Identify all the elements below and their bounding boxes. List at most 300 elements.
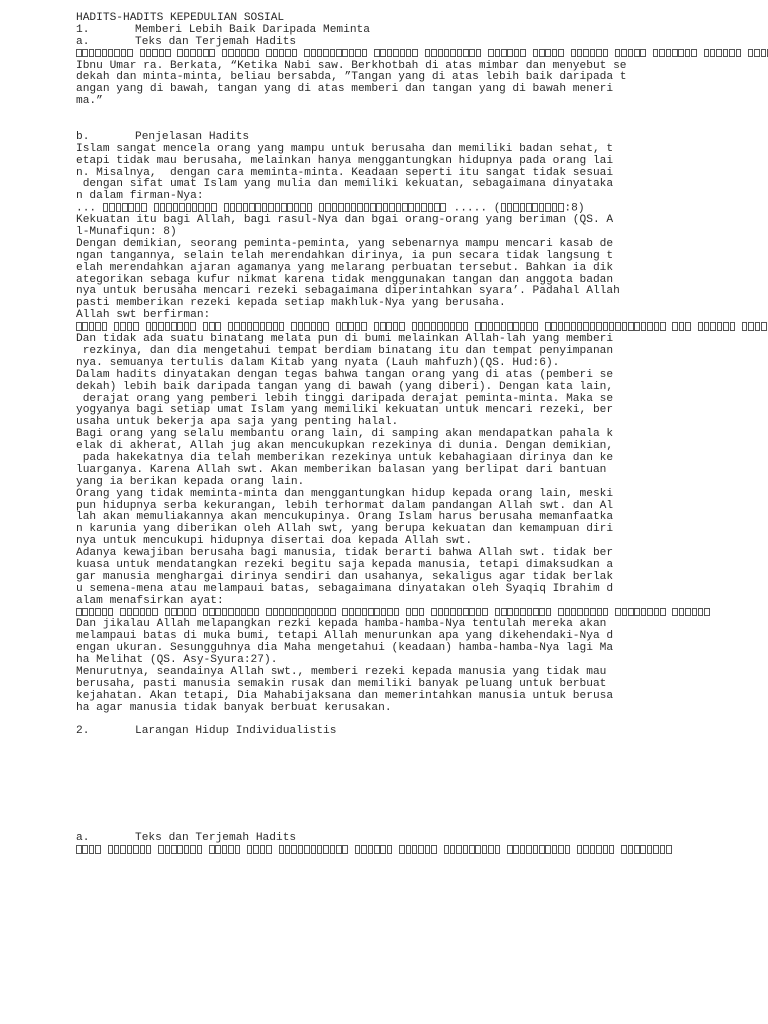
missing-glyph-box [729, 49, 735, 58]
missing-glyph-box [230, 203, 236, 212]
missing-glyph-box [222, 608, 228, 617]
missing-glyph-box [234, 322, 240, 331]
missing-glyph-box [317, 49, 323, 58]
text-line: usaha untuk bekerja apa saja yang penting halal. [76, 416, 399, 429]
missing-glyph-box [190, 49, 196, 58]
missing-glyph-box [469, 49, 475, 58]
missing-glyph-box [520, 49, 526, 58]
missing-glyph-box [406, 845, 412, 854]
text-line: ha agar manusia tidak banyak berbuat kerusakan. [76, 701, 392, 714]
missing-glyph-box [160, 203, 166, 212]
missing-glyph-box [622, 322, 628, 331]
missing-glyph-box [389, 203, 395, 212]
missing-glyph-box [362, 608, 368, 617]
missing-glyph-box [431, 845, 437, 854]
missing-glyph-box [545, 49, 551, 58]
missing-glyph-box [533, 608, 539, 617]
missing-glyph-box [260, 322, 266, 331]
missing-glyph-box [552, 49, 558, 58]
missing-glyph-box [402, 203, 408, 212]
verse-reference: :8) [564, 202, 585, 215]
missing-glyph-box [621, 845, 627, 854]
missing-glyph-box [564, 322, 570, 331]
missing-glyph-box [571, 322, 577, 331]
missing-glyph-box [184, 322, 190, 331]
missing-glyph-box [558, 845, 564, 854]
missing-glyph-box [476, 608, 482, 617]
missing-glyph-box [368, 608, 374, 617]
missing-glyph-box [342, 322, 348, 331]
missing-glyph-box [679, 322, 685, 331]
blank-line [76, 738, 768, 750]
missing-glyph-box [456, 322, 462, 331]
missing-glyph-box [146, 322, 152, 331]
missing-glyph-box [660, 322, 666, 331]
missing-glyph-box [146, 608, 152, 617]
missing-glyph-box [434, 203, 440, 212]
missing-glyph-box [641, 608, 647, 617]
missing-glyph-box [209, 49, 215, 58]
missing-glyph-box [351, 203, 357, 212]
missing-glyph-box [412, 845, 418, 854]
missing-glyph-box [415, 203, 421, 212]
missing-glyph-box [127, 845, 133, 854]
missing-glyph-box [241, 49, 247, 58]
missing-glyph-box [285, 608, 291, 617]
missing-glyph-box [577, 322, 583, 331]
missing-glyph-box [558, 49, 564, 58]
missing-glyph-box [748, 322, 754, 331]
missing-glyph-box [254, 49, 260, 58]
missing-glyph-box [590, 608, 596, 617]
missing-glyph-box [215, 608, 221, 617]
missing-glyph-box [198, 203, 204, 212]
missing-glyph-box [141, 203, 147, 212]
missing-glyph-box [685, 49, 691, 58]
blank-line [76, 798, 768, 810]
missing-glyph-box [304, 49, 310, 58]
missing-glyph-box [438, 49, 444, 58]
text-line: berusaha, pasti manusia semakin rusak dan memiliki banyak peluang untuk berbuat [76, 677, 607, 690]
section-1b-heading [76, 132, 768, 144]
missing-glyph-box [545, 322, 551, 331]
text-line: kejahatan. Akan tetapi, Dia Mahabijaksana dan memerintahkan manusia untuk berusa [76, 689, 614, 702]
missing-glyph-box [583, 322, 589, 331]
missing-glyph-box [730, 322, 736, 331]
missing-glyph-box [330, 845, 336, 854]
missing-glyph-box [215, 845, 221, 854]
missing-glyph-box [345, 203, 351, 212]
missing-glyph-box [520, 845, 526, 854]
text-line: pun hidupnya serba kekurangan, lebih terhormat dalam pandangan Allah swt. dan Al [76, 499, 614, 512]
missing-glyph-box [628, 49, 634, 58]
text-line: Bagi orang yang selalu membantu orang lain, di samping akan mendapatkan pahala k [76, 428, 614, 441]
missing-glyph-box [482, 608, 488, 617]
missing-glyph-box [102, 322, 108, 331]
missing-glyph-box [513, 322, 519, 331]
missing-glyph-box [103, 203, 109, 212]
missing-glyph-box [114, 845, 120, 854]
missing-glyph-box [615, 322, 621, 331]
missing-glyph-box [450, 322, 456, 331]
missing-glyph-box [596, 322, 602, 331]
missing-glyph-box [717, 322, 723, 331]
missing-glyph-box [158, 845, 164, 854]
missing-glyph-box [76, 845, 82, 854]
text-line: ma.” [76, 95, 103, 108]
section-1-title: Memberi Lebih Baik Daripada Meminta [135, 23, 370, 36]
missing-glyph-box [338, 203, 344, 212]
missing-glyph-box [95, 845, 101, 854]
missing-glyph-box [660, 608, 666, 617]
missing-glyph-box [152, 608, 158, 617]
missing-glyph-box [672, 322, 678, 331]
missing-glyph-box [304, 322, 310, 331]
arabic-surah-name [501, 203, 565, 215]
missing-glyph-box [698, 608, 704, 617]
missing-glyph-box [457, 608, 463, 617]
section-2-heading [76, 726, 768, 738]
verse-suffix: ..... ( [446, 202, 501, 215]
missing-glyph-box [209, 322, 215, 331]
missing-glyph-box [501, 608, 507, 617]
text-line: Dengan demikian, seorang peminta-peminta, yang sebenarnya mampu mencari kasab de [76, 237, 614, 250]
missing-glyph-box [114, 322, 120, 331]
missing-glyph-box [526, 845, 532, 854]
missing-glyph-box [140, 49, 146, 58]
missing-glyph-box [621, 49, 627, 58]
missing-glyph-box [406, 49, 412, 58]
missing-glyph-box [431, 49, 437, 58]
missing-glyph-box [146, 49, 152, 58]
text-line: Dan tidak ada suatu binatang melata pun di bumi melainkan Allah-lah yang memberi [76, 333, 614, 346]
missing-glyph-box [192, 203, 198, 212]
text-line: luarganya. Karena Allah swt. Akan memberikan balasan yang berlipat dari bantuan [76, 463, 607, 476]
missing-glyph-box [386, 322, 392, 331]
text-line: Orang yang tidak meminta-minta dan menggantungkan hidup kepada orang lain, meski [76, 487, 614, 500]
text-line: Dan jikalau Allah melapangkan rezki kepada hamba-hamba-Nya tentulah mereka akan [76, 618, 607, 631]
missing-glyph-box [533, 322, 539, 331]
section-1a-heading [76, 37, 768, 49]
missing-glyph-box [228, 49, 234, 58]
missing-glyph-box [394, 608, 400, 617]
missing-glyph-box [412, 608, 418, 617]
missing-glyph-box [324, 608, 330, 617]
missing-glyph-box [108, 608, 114, 617]
document-body [76, 13, 768, 857]
explanation-paragraph-3 [76, 334, 768, 607]
missing-glyph-box [520, 322, 526, 331]
missing-glyph-box [342, 845, 348, 854]
missing-glyph-box [539, 845, 545, 854]
missing-glyph-box [342, 608, 348, 617]
missing-glyph-box [165, 322, 171, 331]
missing-glyph-box [672, 49, 678, 58]
missing-glyph-box [679, 608, 685, 617]
missing-glyph-box [653, 845, 659, 854]
missing-glyph-box [425, 845, 431, 854]
section-1a-title: Teks dan Terjemah Hadits [135, 35, 297, 48]
missing-glyph-box [539, 608, 545, 617]
text-line: yang ia berikan kepada orang lain. [76, 475, 305, 488]
missing-glyph-box [634, 322, 640, 331]
missing-glyph-box [82, 322, 88, 331]
text-line: l-Munafiqun: 8) [76, 226, 177, 239]
missing-glyph-box [95, 322, 101, 331]
missing-glyph-box [710, 49, 716, 58]
text-line: n. Misalnya, dengan cara meminta-minta. Keadaan seperti itu sangat tidak sesuai [76, 166, 614, 179]
missing-glyph-box [577, 49, 583, 58]
missing-glyph-box [424, 322, 430, 331]
missing-glyph-box [82, 608, 88, 617]
missing-glyph-box [294, 203, 300, 212]
missing-glyph-box [116, 203, 122, 212]
missing-glyph-box [444, 608, 450, 617]
missing-glyph-box [281, 203, 287, 212]
missing-glyph-box [399, 845, 405, 854]
missing-glyph-box [440, 203, 446, 212]
arabic-verse-text [103, 203, 447, 215]
missing-glyph-box [355, 845, 361, 854]
missing-glyph-box [140, 845, 146, 854]
missing-glyph-box [241, 322, 247, 331]
missing-glyph-box [300, 203, 306, 212]
explanation-paragraph-4 [76, 619, 768, 714]
missing-glyph-box [583, 845, 589, 854]
arabic-hadith-text-2 [76, 845, 768, 857]
text-line: dengan sifat umat Islam yang mulia dan memiliki kekuatan, sebagaimana dinyataka [76, 178, 614, 191]
missing-glyph-box [357, 203, 363, 212]
missing-glyph-box [418, 845, 424, 854]
missing-glyph-box [224, 203, 230, 212]
missing-glyph-box [355, 322, 361, 331]
missing-glyph-box [513, 203, 519, 212]
missing-glyph-box [304, 845, 310, 854]
text-line: ngan tangannya, selain telah merendahkan dirinya, ia pun secara tidak langsung t [76, 249, 614, 262]
section-2a-title: Teks dan Terjemah Hadits [135, 832, 297, 845]
missing-glyph-box [628, 845, 634, 854]
missing-glyph-box [380, 49, 386, 58]
missing-glyph-box [292, 49, 298, 58]
missing-glyph-box [228, 845, 234, 854]
missing-glyph-box [330, 49, 336, 58]
missing-glyph-box [418, 322, 424, 331]
missing-glyph-box [292, 608, 298, 617]
missing-glyph-box [211, 203, 217, 212]
missing-glyph-box [348, 322, 354, 331]
missing-glyph-box [266, 608, 272, 617]
missing-glyph-box [260, 845, 266, 854]
missing-glyph-box [127, 322, 133, 331]
missing-glyph-box [603, 322, 609, 331]
missing-glyph-box [374, 49, 380, 58]
missing-glyph-box [495, 845, 501, 854]
missing-glyph-box [108, 49, 114, 58]
missing-glyph-box [311, 608, 317, 617]
missing-glyph-box [235, 49, 241, 58]
missing-glyph-box [507, 203, 513, 212]
missing-glyph-box [298, 608, 304, 617]
missing-glyph-box [236, 203, 242, 212]
missing-glyph-box [171, 845, 177, 854]
missing-glyph-box [311, 322, 317, 331]
missing-glyph-box [127, 608, 133, 617]
missing-glyph-box [190, 608, 196, 617]
missing-glyph-box [545, 845, 551, 854]
missing-glyph-box [514, 608, 520, 617]
missing-glyph-box [666, 845, 672, 854]
text-line: lah akan memuliakannya akan mencukupinya. Orang Islam harus berusaha memanfaatka [76, 511, 614, 524]
missing-glyph-box [76, 49, 82, 58]
blank-line [76, 762, 768, 774]
missing-glyph-box [332, 203, 338, 212]
missing-glyph-box [323, 322, 329, 331]
missing-glyph-box [154, 203, 160, 212]
missing-glyph-box [279, 845, 285, 854]
text-line: Islam sangat mencela orang yang mampu untuk berusaha dan memiliki badan sehat, t [76, 142, 614, 155]
missing-glyph-box [128, 203, 134, 212]
missing-glyph-box [513, 845, 519, 854]
missing-glyph-box [209, 608, 215, 617]
missing-glyph-box [120, 845, 126, 854]
missing-glyph-box [275, 203, 281, 212]
missing-glyph-box [247, 845, 253, 854]
text-line: Allah swt berfirman: [76, 309, 211, 322]
missing-glyph-box [133, 322, 139, 331]
missing-glyph-box [494, 322, 500, 331]
missing-glyph-box [685, 608, 691, 617]
missing-glyph-box [672, 608, 678, 617]
missing-glyph-box [438, 608, 444, 617]
missing-glyph-box [501, 322, 507, 331]
text-line: melampaui batas di muka bumi, tetapi Allah menurunkan apa yang dikehendaki-Nya d [76, 630, 614, 643]
missing-glyph-box [279, 608, 285, 617]
missing-glyph-box [678, 49, 684, 58]
missing-glyph-box [325, 203, 331, 212]
missing-glyph-box [558, 322, 564, 331]
missing-glyph-box [317, 322, 323, 331]
missing-glyph-box [421, 203, 427, 212]
missing-glyph-box [262, 203, 268, 212]
blank-line [76, 774, 768, 786]
missing-glyph-box [428, 203, 434, 212]
missing-glyph-box [412, 49, 418, 58]
missing-glyph-box [305, 608, 311, 617]
missing-glyph-box [307, 203, 313, 212]
missing-glyph-box [654, 608, 660, 617]
missing-glyph-box [507, 322, 513, 331]
missing-glyph-box [444, 322, 450, 331]
missing-glyph-box [177, 845, 183, 854]
explanation-paragraph-2 [76, 215, 768, 322]
missing-glyph-box [584, 608, 590, 617]
missing-glyph-box [444, 845, 450, 854]
missing-glyph-box [761, 49, 767, 58]
missing-glyph-box [634, 845, 640, 854]
missing-glyph-box [235, 608, 241, 617]
missing-glyph-box [243, 203, 249, 212]
missing-glyph-box [482, 845, 488, 854]
missing-glyph-box [279, 322, 285, 331]
missing-glyph-box [558, 608, 564, 617]
missing-glyph-box [577, 608, 583, 617]
missing-glyph-box [539, 203, 545, 212]
missing-glyph-box [761, 322, 767, 331]
missing-glyph-box [166, 203, 172, 212]
missing-glyph-box [184, 845, 190, 854]
missing-glyph-box [533, 845, 539, 854]
missing-glyph-box [121, 49, 127, 58]
missing-glyph-box [374, 608, 380, 617]
missing-glyph-box [495, 608, 501, 617]
missing-glyph-box [374, 322, 380, 331]
missing-glyph-box [253, 322, 259, 331]
missing-glyph-box [444, 49, 450, 58]
text-line: rezkinya, dan dia mengetahui tempat berdiam binatang itu dan tempat penyimpanan [76, 344, 614, 357]
missing-glyph-box [247, 322, 253, 331]
missing-glyph-box [501, 203, 507, 212]
missing-glyph-box [463, 49, 469, 58]
missing-glyph-box [273, 49, 279, 58]
missing-glyph-box [488, 49, 494, 58]
missing-glyph-box [190, 845, 196, 854]
text-line: Dalam hadits dinyatakan dengan tegas bahwa tangan orang yang di atas (pemberi se [76, 368, 614, 381]
missing-glyph-box [102, 49, 108, 58]
missing-glyph-box [396, 203, 402, 212]
missing-glyph-box [102, 608, 108, 617]
missing-glyph-box [76, 322, 82, 331]
text-line: ategorikan sebaga kufur nikmat karena tidak menggunakan tangan dan anggota badan [76, 273, 614, 286]
missing-glyph-box [89, 322, 95, 331]
missing-glyph-box [754, 49, 760, 58]
missing-glyph-box [590, 322, 596, 331]
missing-glyph-box [431, 322, 437, 331]
missing-glyph-box [319, 203, 325, 212]
missing-glyph-box [203, 322, 209, 331]
missing-glyph-box [463, 845, 469, 854]
missing-glyph-box [173, 203, 179, 212]
text-line: ha Melihat (QS. Asy-Syura:27). [76, 654, 278, 667]
text-line: Adanya kewajiban berusaha bagi manusia, tidak berarti bahwa Allah swt. tidak ber [76, 547, 614, 560]
missing-glyph-box [247, 608, 253, 617]
missing-glyph-box [355, 49, 361, 58]
missing-glyph-box [666, 49, 672, 58]
missing-glyph-box [209, 845, 215, 854]
missing-glyph-box [184, 49, 190, 58]
missing-glyph-box [215, 322, 221, 331]
missing-glyph-box [370, 203, 376, 212]
missing-glyph-box [95, 608, 101, 617]
blank-line [76, 810, 768, 822]
missing-glyph-box [205, 203, 211, 212]
missing-glyph-box [450, 845, 456, 854]
missing-glyph-box [349, 608, 355, 617]
verse-prefix: ... [76, 202, 103, 215]
missing-glyph-box [95, 49, 101, 58]
missing-glyph-box [255, 203, 261, 212]
text-line: elah merendahkan ajaran agamanya yang melarang perbuatan tersebut. Bahkan ia dik [76, 261, 614, 274]
missing-glyph-box [475, 322, 481, 331]
missing-glyph-box [641, 322, 647, 331]
missing-glyph-box [463, 322, 469, 331]
section-1b-label: b. [76, 130, 90, 143]
missing-glyph-box [89, 845, 95, 854]
missing-glyph-box [475, 845, 481, 854]
missing-glyph-box [640, 845, 646, 854]
missing-glyph-box [197, 845, 203, 854]
missing-glyph-box [109, 203, 115, 212]
missing-glyph-box [481, 322, 487, 331]
